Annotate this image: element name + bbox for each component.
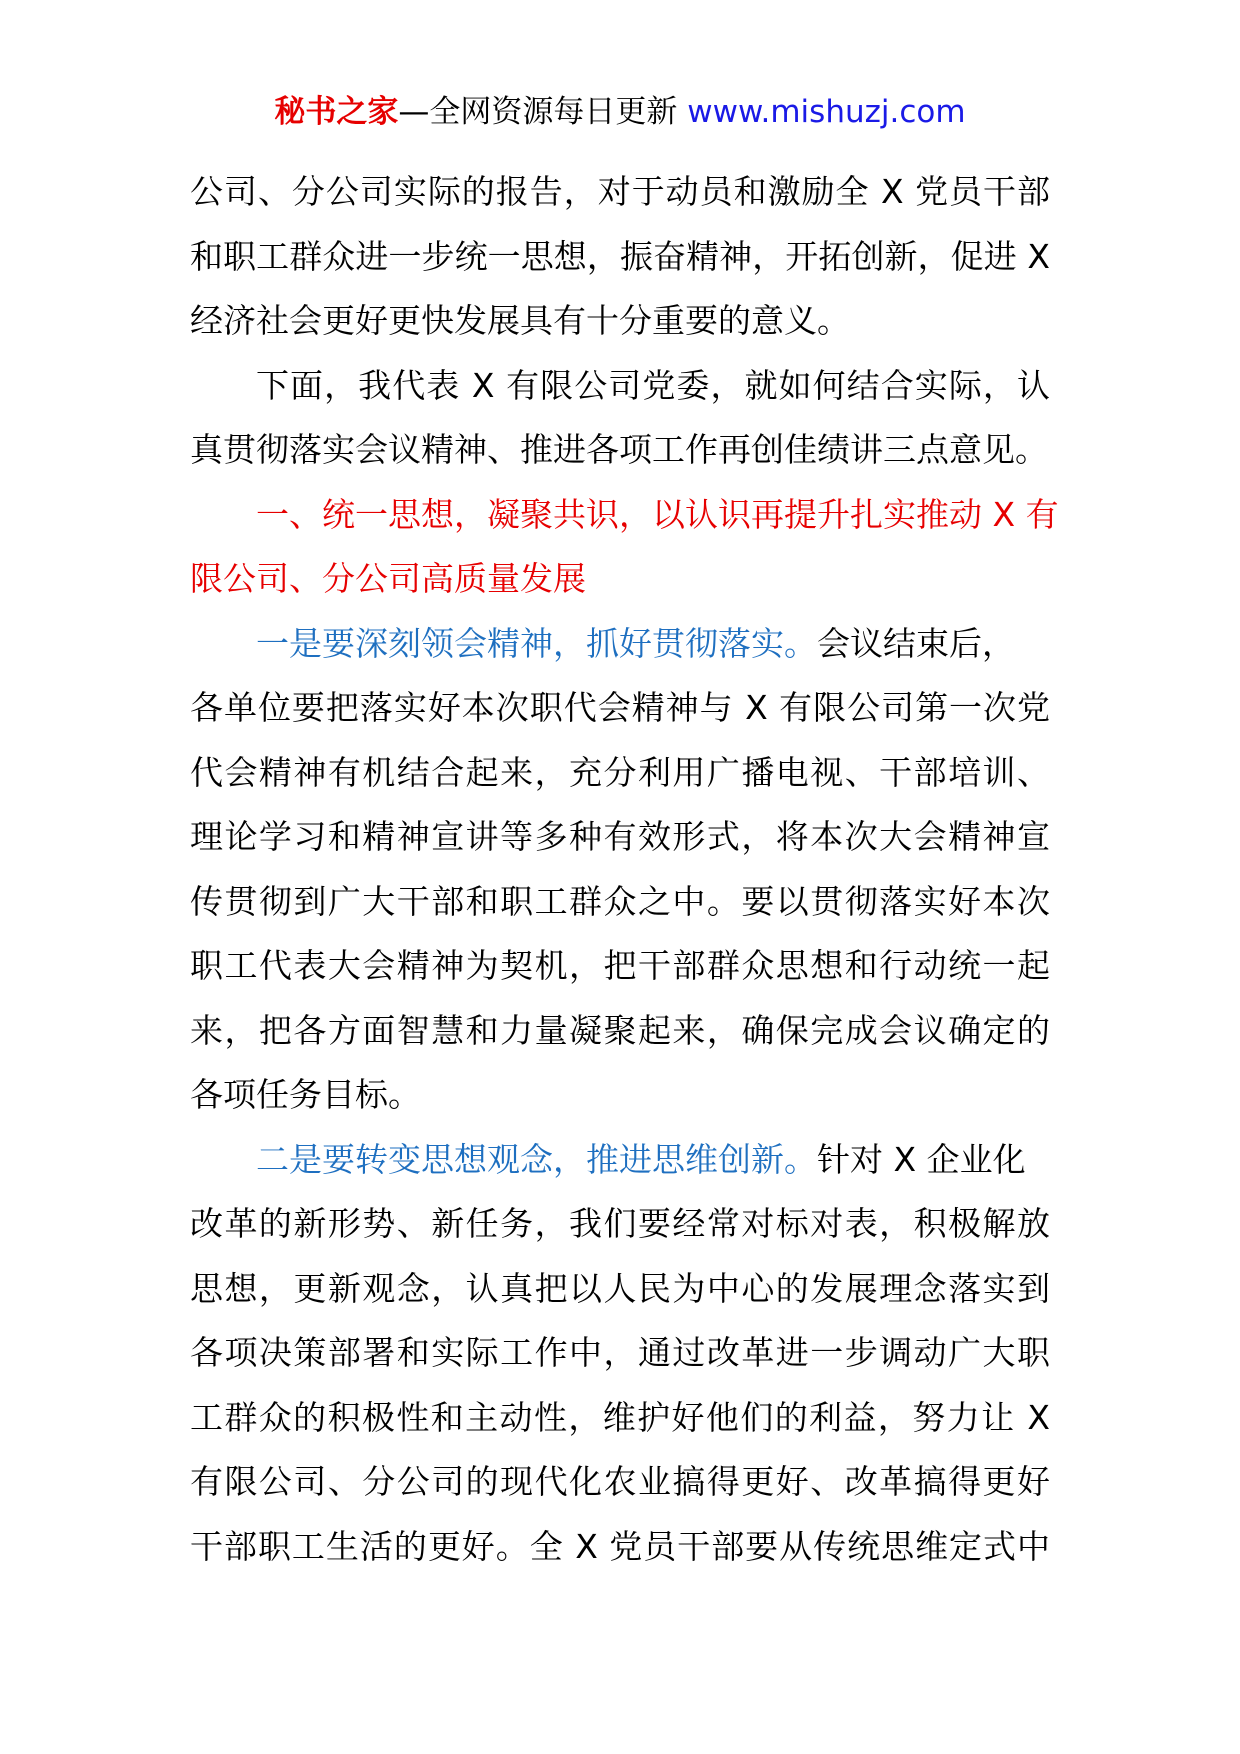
paragraph-line: 经济社会更好更快发展具有十分重要的意义。: [190, 301, 850, 340]
paragraph-line: 公司、分公司实际的报告，对于动员和激励全 X 党员干部: [190, 172, 1050, 211]
paragraph-line: 来，把各方面智慧和力量凝聚起来，确保完成会议确定的: [190, 1010, 1050, 1050]
paragraph-line: 各单位要把落实好本次职代会精神与 X 有限公司第一次党: [190, 688, 1050, 727]
section-heading-line: 限公司、分公司高质量发展: [190, 559, 586, 598]
brand-name: 秘书之家: [274, 94, 399, 130]
subheading-lead: 二是要转变思想观念，推进思维创新。: [256, 1139, 817, 1179]
paragraph-line: 改革的新形势、新任务，我们要经常对标对表，积极解放: [190, 1204, 1050, 1243]
paragraph-line: 传贯彻到广大干部和职工群众之中。要以贯彻落实好本次: [190, 881, 1050, 921]
paragraph-line: 各项决策部署和实际工作中，通过改革进一步调动广大职: [190, 1333, 1050, 1372]
document-body: [190, 160, 1059, 1579]
site-url-link[interactable]: www.mishuzj.com: [687, 94, 966, 130]
paragraph-line: 真贯彻落实会议精神、推进各项工作再创佳绩讲三点意见。: [190, 430, 1048, 469]
paragraph-line: 理论学习和精神宣讲等多种有效形式，将本次大会精神宣: [190, 817, 1050, 856]
paragraph-line: 代会精神有机结合起来，充分利用广播电视、干部培训、: [190, 752, 1050, 792]
paragraph-line: 职工代表大会精神为契机，把干部群众思想和行动统一起: [190, 946, 1050, 985]
paragraph-first-line: [190, 612, 1050, 677]
section-heading-line: 一、统一思想，凝聚共识，以认识再提升扎实推动 X 有: [256, 494, 1059, 534]
paragraph-text: 针对 X 企业化: [817, 1139, 1026, 1179]
paragraph-line: 和职工群众进一步统一思想，振奋精神，开拓创新，促进 X: [190, 236, 1050, 276]
paragraph-line: 各项任务目标。: [190, 1075, 421, 1114]
header-tagline: —全网资源每日更新: [398, 94, 678, 130]
paragraph-line: 干部职工生活的更好。全 X 党员干部要从传统思维定式中: [190, 1526, 1050, 1566]
paragraph-line: 有限公司、分公司的现代化农业搞得更好、改革搞得更好: [190, 1462, 1050, 1501]
paragraph-first-line: [190, 1128, 1050, 1193]
subheading-lead: 一是要深刻领会精神，抓好贯彻落实。: [256, 623, 817, 663]
paragraph-text: 会议结束后，: [817, 623, 1015, 663]
paragraph-line: 工群众的积极性和主动性，维护好他们的利益，努力让 X: [190, 1397, 1050, 1437]
paragraph-line: 下面，我代表 X 有限公司党委，就如何结合实际，认: [256, 365, 1050, 405]
site-header: [0, 92, 1240, 132]
paragraph-line: 思想，更新观念，认真把以人民为中心的发展理念落实到: [190, 1268, 1050, 1308]
